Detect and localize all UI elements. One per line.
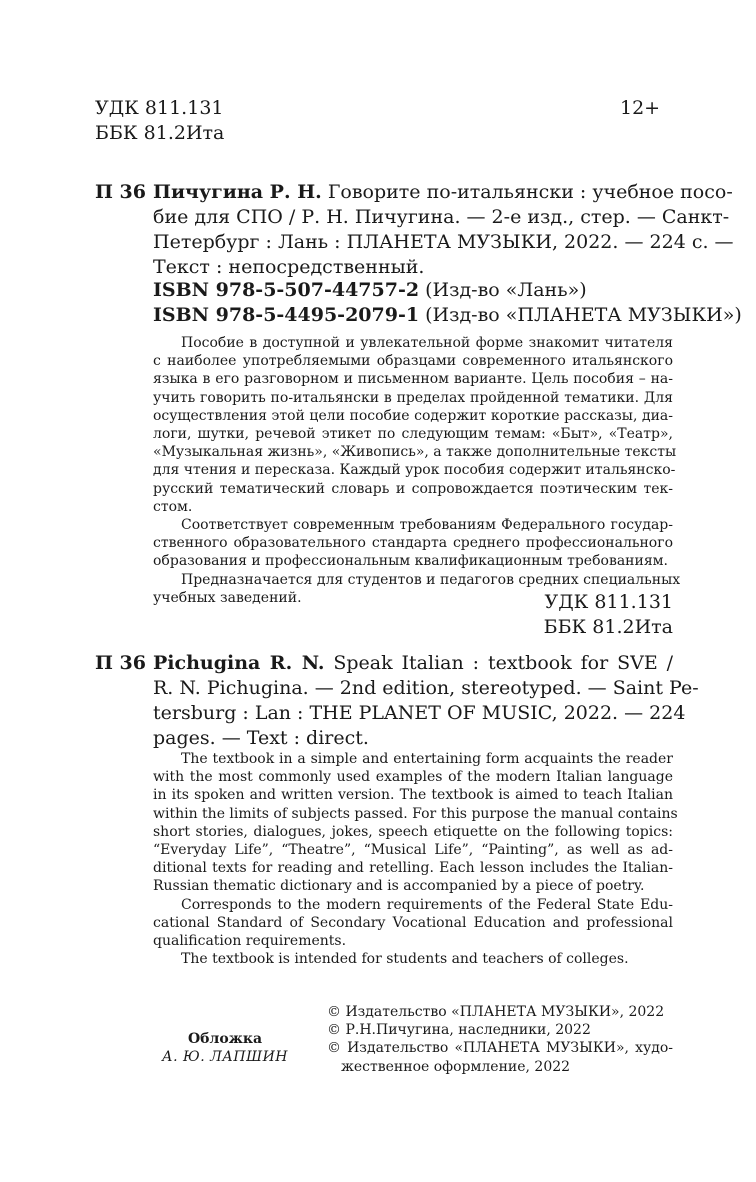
copyright-line: © Р.Н.Пичугина, наследники, 2022 — [327, 1022, 591, 1039]
en-author: Pichugina R. N. — [153, 652, 325, 674]
copyright-line: жественное оформление, 2022 — [341, 1058, 571, 1075]
ru-entry-line-3: Петербург : Лань : ПЛАНЕТА МУЗЫКИ, 2022. — 224 с. — — [153, 231, 734, 253]
ru-entry-line-4: Текст : непосредственный. — [153, 256, 425, 278]
en-entry-line-1: Pichugina R. N. Speak Italian : textbook for SVE / — [153, 652, 673, 674]
copyright-line: © Издательство «ПЛАНЕТА МУЗЫКИ», худо- — [327, 1040, 673, 1057]
header-udk: УДК 811.131 — [95, 97, 224, 119]
isbn-1: ISBN 978-5-507-44757-2 (Изд-во «Лань») — [153, 279, 587, 301]
en-entry-line-4: pages. — Text : direct. — [153, 727, 369, 749]
en-abstract: The textbook in a simple and entertaining form acquaints the reader with the most commonly used examples of the modern Italian language in its spoken and written version. The textbook is aimed to teach Italian within the limits of subjects passed. For this purpose the manual contains short stories, dialogues, jokes, speech etiquette on the following topics: “Everyday Life”, “Theatre”, “Musical Life”, “Painting”, as well as ad- ditional texts for reading and retelling. Each lesson includes the Italian- Russian thematic dictionary and is accompanied by a piece of poetry. Corresponds to the modern requirements of the Federal State Edu- cational Standard of Secondary Vocational Education and professional qualification requirements. The textbook is intended for students and teachers of colleges. — [153, 751, 678, 968]
ru-author: Пичугина Р. Н. — [153, 181, 322, 203]
en-bibliographic-entry — [153, 651, 699, 751]
ru-entry-line-1: Пичугина Р. Н. Говорите по-итальянски : учебное посо- — [153, 181, 733, 203]
cover-credit — [140, 1030, 310, 1066]
copyright-block — [327, 1003, 673, 1076]
cover-label: Обложка — [187, 1031, 263, 1047]
isbn-list — [153, 278, 742, 328]
ru-bibliographic-entry — [153, 180, 734, 280]
en-entry-line-3: tersburg : Lan : THE PLANET OF MUSIC, 2022. — 224 — [153, 702, 686, 724]
classification-bbk: ББК 81.2Ита — [543, 616, 673, 638]
en-index-code: П 36 — [95, 652, 146, 674]
header-bbk: ББК 81.2Ита — [95, 122, 225, 144]
classification-right — [500, 590, 673, 640]
ru-abstract: Пособие в доступной и увлекательной форме знакомит читателя с наиболее употребляемыми образцами современного итальянского языка в его разговорном и письменном варианте. Цель пособия – на- учить говорить по-итальянски в пределах пройденной тематики. Для осуществления этой цели пособие содержит короткие рассказы, диа- логи, шутки, речевой этикет по следующим темам: «Быт», «Театр», «Музыкальная жизнь», «Живопись», а также дополнительные тексты для чтения и пересказа. Каждый урок пособия содержит итальянско- русский тематический словарь и сопровождается поэтическим тек- стом. Соответствует современным требованиям Федерального государ- ственного образовательного стандарта среднего профессионального образования и профессиональным квалификационным требованиям. Предназначается для студентов и педагогов средних специальных учебных заведений. — [153, 335, 681, 606]
ru-entry-line-2: бие для СПО / Р. Н. Пичугина. — 2-е изд., стер. — Санкт- — [153, 206, 730, 228]
cover-artist: А. Ю. ЛАПШИН — [162, 1049, 288, 1066]
classification-udk: УДК 811.131 — [544, 591, 673, 613]
ru-index-code: П 36 — [95, 181, 146, 203]
copyright-line: © Издательство «ПЛАНЕТА МУЗЫКИ», 2022 — [327, 1004, 665, 1020]
isbn-2: ISBN 978-5-4495-2079-1 (Изд-во «ПЛАНЕТА МУЗЫКИ») — [153, 304, 742, 326]
age-rating: 12+ — [620, 97, 661, 119]
en-entry-line-2: R. N. Pichugina. — 2nd edition, stereotyped. — Saint Pe- — [153, 677, 699, 699]
